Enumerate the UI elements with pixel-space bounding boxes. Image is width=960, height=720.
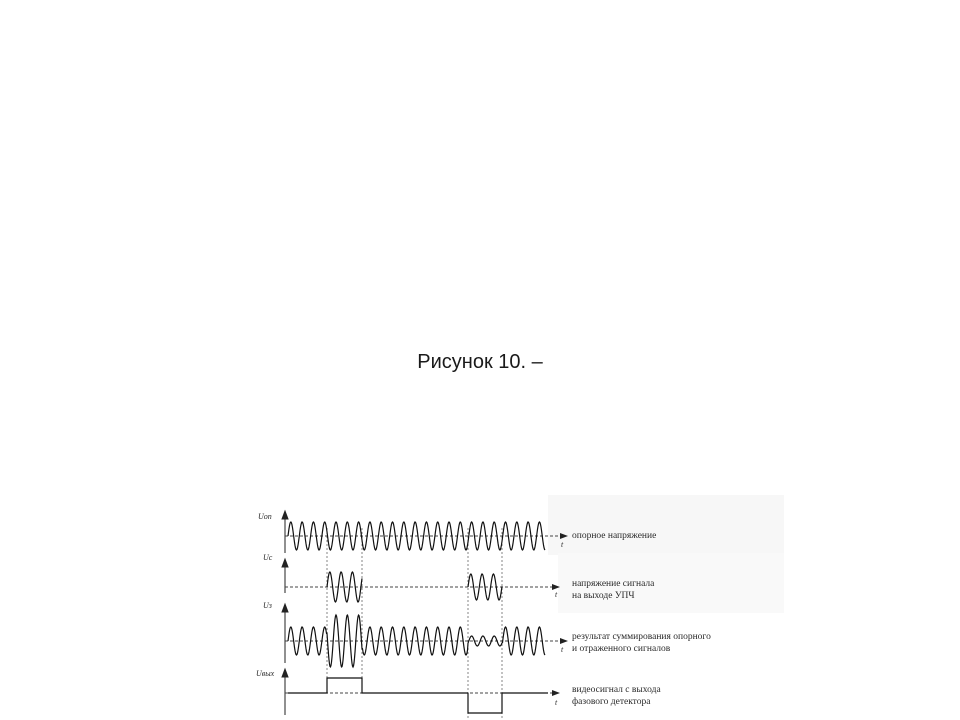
axis-label-4: Uвых (256, 669, 275, 678)
axis-label-1: Uоп (258, 512, 272, 521)
t-label-1: t (561, 540, 564, 549)
t-label-2: t (555, 590, 558, 599)
figure-caption: Рисунок 10. – (417, 351, 543, 373)
row2-description-line2: на выходе УПЧ (572, 591, 635, 601)
row4-description-line2: фазового детектора (572, 697, 651, 707)
row2-description-line1: напряжение сигнала (572, 579, 655, 589)
axis-label-3: Uз (263, 601, 272, 610)
axis-label-2: Uс (263, 553, 273, 562)
t-label-3: t (561, 645, 564, 654)
row3-description-line1: результат суммирования опорного (572, 632, 711, 642)
waveform-diagram (248, 493, 786, 720)
t-label-4: t (555, 698, 558, 707)
row4-description-line1: видеосигнал с выхода (572, 685, 661, 695)
waveform-figure (248, 493, 786, 720)
row3-description-line2: и отраженного сигналов (572, 644, 671, 654)
row1-description: опорное напряжение (572, 531, 657, 541)
